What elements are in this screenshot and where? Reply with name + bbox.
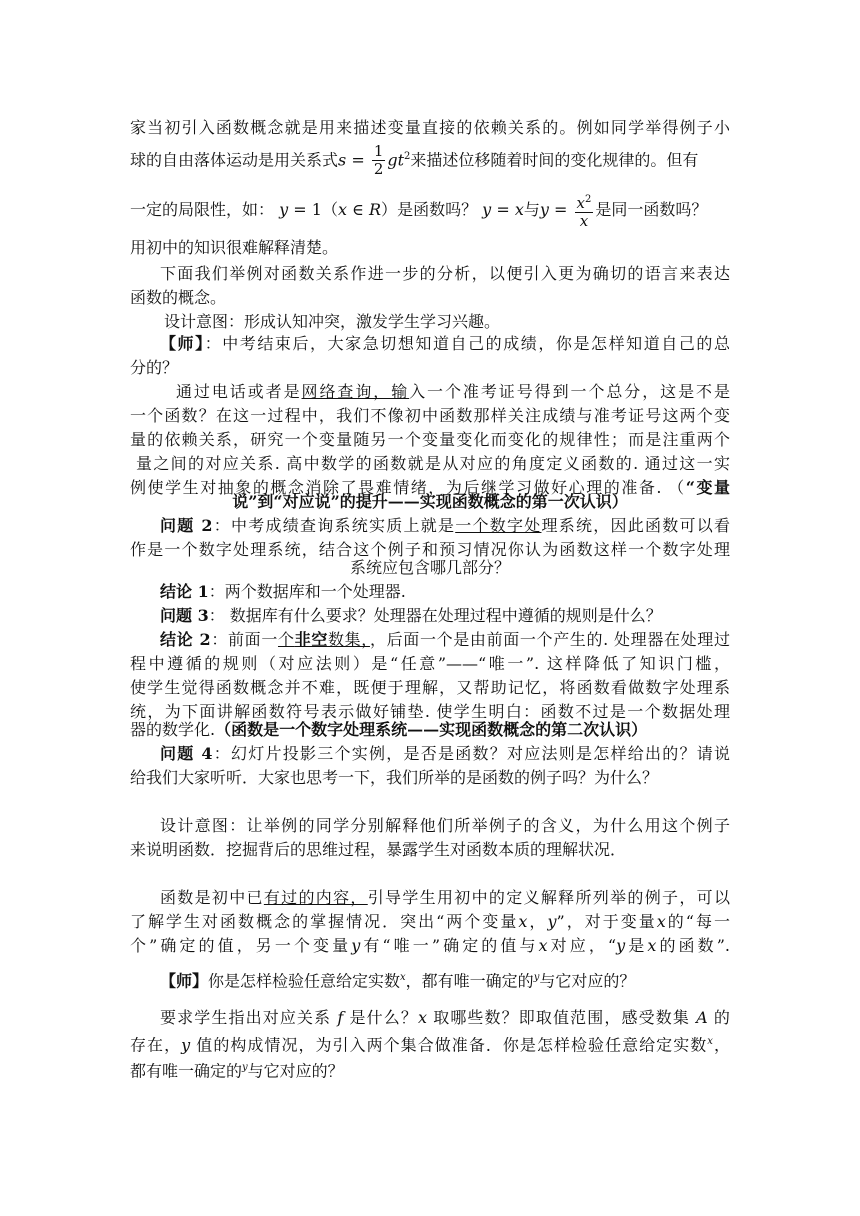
- design-intent-line: 设计意图：让举例的同学分别解释他们所举例子的含义，为什么用这个例子: [160, 816, 730, 835]
- design-intent-line: 设计意图：形成认知冲突，激发学生学习兴趣。: [164, 312, 501, 331]
- text-line: 一个函数？在这一过程中，我们不像初中函数那样关注成绩与准考证号这两个变: [130, 406, 730, 425]
- text-line: 都有唯一确定的$^y$与它对应的？: [130, 1061, 344, 1081]
- question-2-line: 问题 2：中考成绩查询系统实质上就是一个数字处理系统，因此函数可以看: [160, 516, 730, 535]
- text-line: 统，为下面讲解函数符号表示做好铺垫. 使学生明白：函数不过是一个数据处理: [130, 702, 730, 721]
- fraction-x2-over-x: $\frac{x^2}{x}$: [575, 191, 594, 230]
- first-recognition-line: 说”到“对应说”的提升——实现函数概念的第一次认识）: [232, 492, 628, 511]
- fraction-half: $\frac{1}{2}$: [373, 142, 384, 179]
- text-line: 量的依赖关系，研究一个变量随另一个变量变化而变化的规律性；而是注重两个: [130, 430, 730, 449]
- text-line: 通过电话或者是网络查询，输入一个准考证号得到一个总分，这是不是: [176, 382, 730, 401]
- text-line: 分的？: [130, 358, 179, 377]
- text-line: 要求学生指出对应关系 f 是什么？x 取哪些数？即取值范围，感受数集 A 的: [160, 1008, 730, 1027]
- text-line: 器的数学化.（函数是一个数字处理系统——实现函数概念的第二次认识）: [130, 720, 648, 739]
- text-line: 函数的概念。: [130, 288, 227, 307]
- text-line: 【师】：中考结束后，大家急切想知道自己的成绩，你是怎样知道自己的总: [160, 334, 730, 353]
- conclusion-2-line: 结论 2：前面一个非空数集，，后面一个是由前面一个产生的. 处理器在处理过: [160, 630, 730, 649]
- text-line: 个”确定的值，另一个变量y有“唯一”确定的值与x对应，“y是x的函数”.: [130, 936, 730, 955]
- text-line: 给我们大家听听．大家也思考一下，我们所举的是函数的例子吗？为什么？: [130, 768, 659, 787]
- text-line: 使学生觉得函数概念并不难，既便于理解，又帮助记忆，将函数看做数字处理系: [130, 678, 730, 697]
- teacher-question-line: 【师】你是怎样检验任意给定实数$^x$，都有唯一确定的$^y$与它对应的？: [160, 971, 636, 991]
- text-line: 家当初引入函数概念就是用来描述变量直接的依赖关系的。例如同学举得例子小: [130, 118, 730, 137]
- question-3-line: 问题 3： 数据库有什么要求？处理器在处理过程中遵循的规则是什么？: [160, 606, 662, 625]
- text-line: 函数是初中已有过的内容，引导学生用初中的定义解释所列举的例子，可以: [160, 888, 730, 907]
- text-line: 程中遵循的规则（对应法则）是“任意”——“唯一”. 这样降低了知识门槛，: [130, 654, 730, 673]
- text-line: 了解学生对函数概念的掌握情况．突出“两个变量x，y”，对于变量x的“每一: [130, 912, 730, 931]
- text-line: 存在，y 值的构成情况，为引入两个集合做准备．你是怎样检验任意给定实数$^x$，: [130, 1035, 730, 1055]
- text-line: 来说明函数．挖掘背后的思维过程，暴露学生对函数本质的理解状况．: [130, 840, 627, 859]
- question-4-line: 问题 4：幻灯片投影三个实例，是否是函数？对应法则是怎样给出的？请说: [160, 744, 730, 763]
- text-line: 用初中的知识很难解释清楚。: [130, 238, 339, 257]
- text-line-formula: 球的自由落体运动是用关系式s = $\frac{1}{2}$ $gt^2$来描述位移随着时间的变化规律的。但有: [130, 142, 699, 179]
- text-line: 量之间的对应关系. 高中数学的函数就是从对应的角度定义函数的. 通过这一实: [136, 454, 730, 473]
- text-line: 例使学生对抽象的概念消除了畏难情绪，为后继学习做好心理的准备. （“变量: [130, 478, 730, 497]
- text-line: 下面我们举例对函数关系作进一步的分析，以便引入更为确切的语言来表达: [160, 264, 730, 283]
- text-line: 系统应包含哪几部分？: [349, 558, 510, 577]
- text-line: 作是一个数字处理系统，结合这个例子和预习情况你认为函数这样一个数字处理: [130, 540, 730, 559]
- text-line-formula: 一定的局限性，如： y = 1（x ∈ R）是函数吗？ y = x与y = $\frac{x^2}{x}$ 是同一函数吗？: [130, 186, 707, 234]
- conclusion-1-line: 结论 1：两个数据库和一个处理器.: [160, 582, 406, 601]
